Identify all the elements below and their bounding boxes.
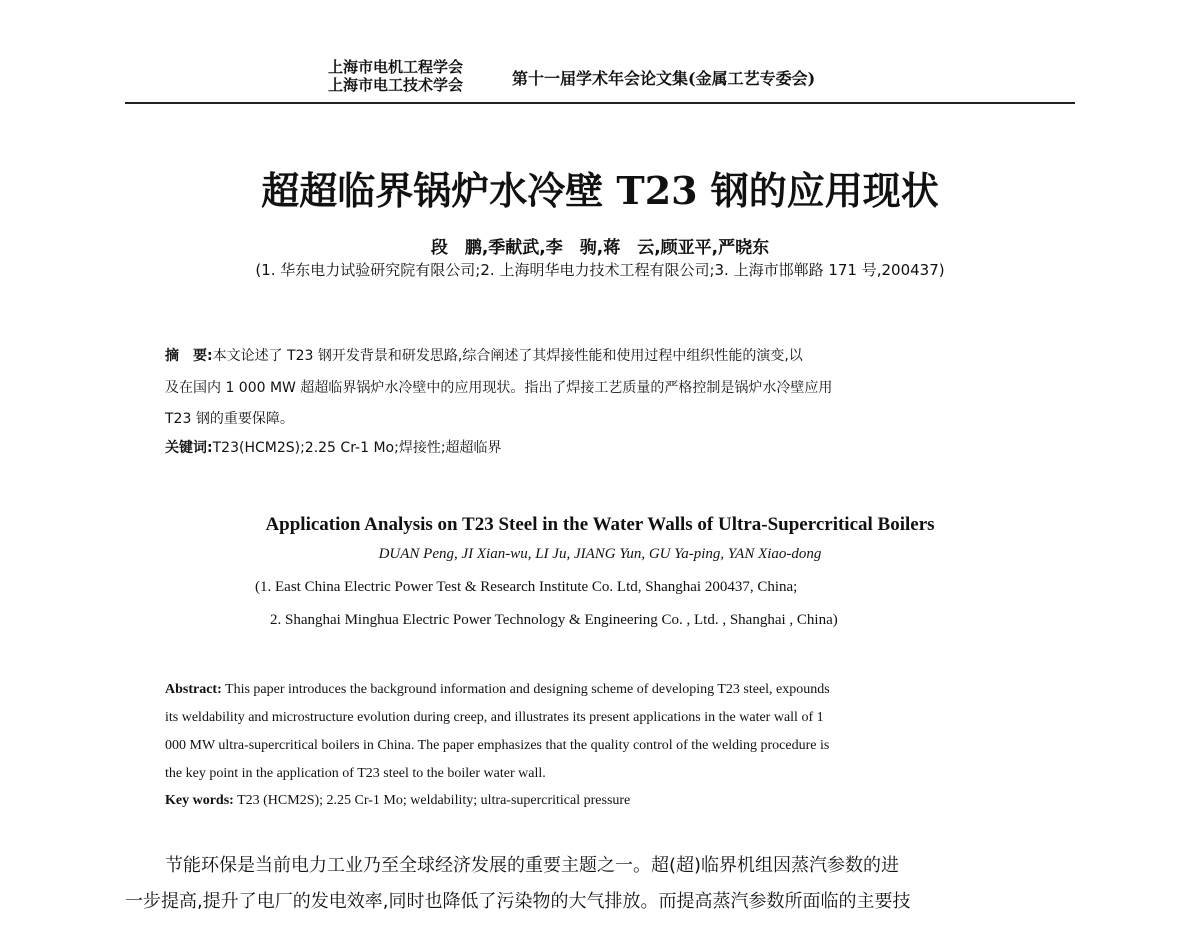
en-title: Application Analysis on T23 Steel in the Water Walls of Ultra-Supercritical Boilers <box>265 514 935 535</box>
affiliations: (1. 华东电力试验研究院有限公司;2. 上海明华电力技术工程有限公司;3. 上海市邯郸路 171 号,200437) <box>255 261 945 279</box>
cn-abstract-line <box>165 345 1035 365</box>
header-societies <box>328 58 463 94</box>
cn-keywords-label: 关键词: <box>165 440 213 456</box>
cn-abstract-label: 摘 要: <box>165 348 213 364</box>
paper-title: 超超临界锅炉水冷壁 T23 钢的应用现状 <box>261 168 939 213</box>
header-rule <box>125 102 1075 104</box>
body-line: 节能环保是当前电力工业乃至全球经济发展的重要主题之一。超(超)临界机组因蒸汽参数的进 <box>165 855 900 876</box>
conference-name: 第十一届学术年会论文集(金属工艺专委会) <box>512 69 816 88</box>
en-abstract-label: Abstract: <box>165 682 222 697</box>
en-affiliation-1: (1. East China Electric Power Test & Research Institute Co. Ltd, Shanghai 200437, China; <box>255 579 798 595</box>
en-abstract-text: This paper introduces the background information and designing scheme of developing T23 steel, expounds <box>225 682 830 697</box>
en-abstract-line: 000 MW ultra-supercritical boilers in China. The paper emphasizes that the quality control of the welding procedure is <box>165 738 830 753</box>
authors: 段 鹏,季献武,李 驹,蒋 云,顾亚平,严晓东 <box>430 238 770 258</box>
cn-abstract-text: 本文论述了 T23 钢开发背景和研发思路,综合阐述了其焊接性能和使用过程中组织性能的演变,以 <box>212 348 803 364</box>
en-authors: DUAN Peng, JI Xian-wu, LI Ju, JIANG Yun, GU Ya-ping, YAN Xiao-dong <box>378 546 822 562</box>
society-2: 上海市电工技术学会 <box>328 76 464 94</box>
cn-abstract-line: 及在国内 1 000 MW 超超临界锅炉水冷壁中的应用现状。指出了焊接工艺质量的严格控制是锅炉水冷壁应用 <box>165 380 833 396</box>
cn-keywords <box>165 437 1035 457</box>
en-abstract-line <box>165 682 830 698</box>
en-affiliation-2: 2. Shanghai Minghua Electric Power Technology & Engineering Co. , Ltd. , Shanghai , China) <box>270 612 838 628</box>
en-keywords-text: T23 (HCM2S); 2.25 Cr-1 Mo; weldability; ultra-supercritical pressure <box>237 793 631 808</box>
cn-abstract-line: T23 钢的重要保障。 <box>165 411 294 427</box>
en-abstract-line: the key point in the application of T23 steel to the boiler water wall. <box>165 766 546 781</box>
en-keywords <box>165 793 630 809</box>
body-line: 一步提高,提升了电厂的发电效率,同时也降低了污染物的大气排放。而提高蒸汽参数所面临的主要技 <box>125 891 911 912</box>
cn-keywords-text: T23(HCM2S);2.25 Cr-1 Mo;焊接性;超超临界 <box>212 440 502 456</box>
society-1: 上海市电机工程学会 <box>328 58 464 76</box>
en-abstract-line: its weldability and microstructure evolution during creep, and illustrates its present applications in the water wall of 1 <box>165 710 824 725</box>
en-keywords-label: Key words: <box>165 793 234 808</box>
